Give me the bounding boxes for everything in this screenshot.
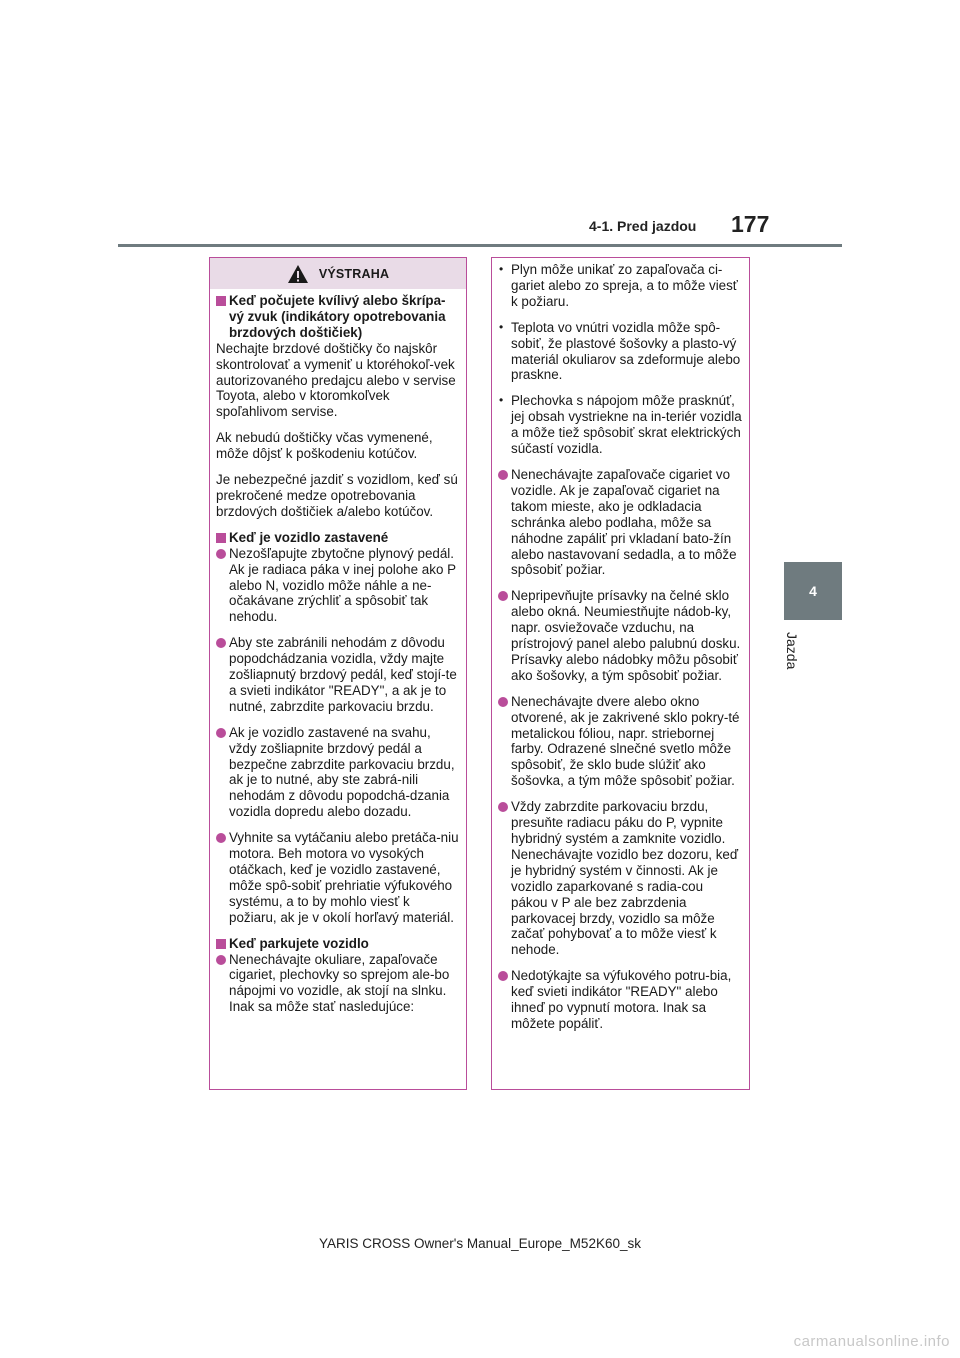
continuation-body — [492, 258, 749, 1032]
bullet-item: Nenechávajte zapaľovače cigariet vo vozidle. Ak je zapaľovač cigariet na takom mieste, ako je odkladacia schránka alebo podlaha, môže sa náhodne zapáliť pri vkladaní bato-žín alebo nastavovaní sedadla, a to môže spôsobiť požiar. — [498, 467, 743, 578]
warning-header — [210, 258, 466, 289]
paragraph: Nechajte brzdové doštičky čo najskôr skontrolovať a vymeniť u ktoréhokoľ-vek autorizovaného predajcu alebo v servise Toyota, alebo v ktoromkoľvek spoľahlivom servise. — [216, 340, 456, 420]
continuation-box — [491, 257, 750, 1090]
dash-item: • Plechovka s nápojom môže prasknúť, jej obsah vystriekne na in-teriér vozidla a môže tiež spôsobiť skrat elektrických súčastí vozidla. — [498, 393, 743, 457]
chapter-number: 4 — [809, 583, 817, 599]
paragraph: Ak nebudú doštičky včas vymenené, môže dôjsť k poškodeniu kotúčov. — [216, 430, 433, 462]
watermark: carmanualsonline.info — [793, 1333, 950, 1350]
section-heading: Keď počujete kvílivý alebo škrípa-vý zvuk (indikátory opotrebovania brzdových doštičiek) — [216, 293, 460, 341]
warning-triangle-icon — [287, 264, 309, 284]
bullet-item: Nepripevňujte prísavky na čelné sklo alebo okná. Neumiestňujte nádob-ky, napr. osviežovače vzduchu, na prístrojový panel alebo palubnú dosku. Prísavky alebo nádobky môžu pôsobiť ako šošovky, a tým spôsobiť požiar. — [498, 588, 743, 683]
header-rule — [118, 244, 842, 247]
dash-item: • Teplota vo vnútri vozidla môže spô-sobiť, že plastové šošovky a plasto-vý materiál okuliarov sa zdeformuje alebo praskne. — [498, 320, 743, 384]
bullet-item: Nedotýkajte sa výfukového potru-bia, keď svieti indikátor "READY" alebo ihneď po vypnutí motora. Inak sa môžete popáliť. — [498, 968, 743, 1032]
bullet-item: Ak je vozidlo zastavené na svahu, vždy zošliapnite brzdový pedál a bezpečne zabrzdite parkovaciu brzdu, ak je to nutné, aby ste zabrá-nili nehodám z dôvodu popodchá-dzania vozidla dopredu alebo dozadu. — [216, 725, 460, 820]
section-heading: Keď parkujete vozidlo — [216, 936, 460, 952]
page-number: 177 — [731, 211, 770, 237]
warning-box — [209, 257, 467, 1090]
section-heading: Keď je vozidlo zastavené — [216, 530, 460, 546]
footer-text: YARIS CROSS Owner's Manual_Europe_M52K60_sk — [319, 1236, 641, 1251]
warning-title: VÝSTRAHA — [318, 266, 390, 281]
dash-item: • Plyn môže unikať zo zapaľovača ci-gariet alebo zo spreja, a to môže viesť k požiaru. — [498, 262, 743, 310]
bullet-item: Aby ste zabránili nehodám z dôvodu popodchádzania vozidla, vždy majte zošliapnutý brzdový pedál, keď stojí-te a svieti indikátor "READY", a ak je to nutné, zabrzdite parkovaciu brzdu. — [216, 635, 460, 715]
chapter-title: Jazda — [784, 632, 800, 670]
chapter-tab — [784, 562, 842, 620]
bullet-item: Vyhnite sa vytáčaniu alebo pretáča-niu motora. Beh motora vo vysokých otáčkach, keď je vozidlo zastavené, môže spô-sobiť prehriatie výfukového systému, a to by mohlo viesť k požiaru, ak je v okolí horľavý materiál. — [216, 830, 460, 925]
paragraph: Je nebezpečné jazdiť s vozidlom, keď sú prekročené medze opotrebovania brzdových doštičiek a/alebo kotúčov. — [216, 472, 458, 519]
bullet-item: Nenechávajte dvere alebo okno otvorené, ak je zakrivené sklo pokry-té metalickou fóliou, napr. striebornej farby. Odrazené slnečné svetlo môže spôsobiť, že sklo bude slúžiť ako šošovka, a tým môže spôsobiť požiar. — [498, 694, 743, 789]
bullet-item: Nezošľapujte zbytočne plynový pedál. Ak je radiaca páka v inej polohe ako P alebo N, vozidlo môže náhle a ne-očakávane zrýchliť a spôsobiť tak nehodu. — [216, 546, 460, 626]
bullet-item: Nenechávajte okuliare, zapaľovače cigariet, plechovky so sprejom ale-bo nápojmi vo vozidle, ak stojí na slnku. Inak sa môže stať nasledujúce: — [216, 952, 460, 1016]
bullet-item: Vždy zabrzdite parkovaciu brzdu, presuňte radiacu páku do P, vypnite hybridný systém a zamknite vozidlo. Nenechávajte vozidlo bez dozoru, keď je hybridný systém v činnosti. Ak je vozidlo zaparkované s radia-cou pákou v P ale bez zabrzdenia parkovacej brzdy, vozidlo sa môže začať pohybovať a to môže viesť k nehode. — [498, 799, 743, 958]
header-section-title: 4-1. Pred jazdou — [589, 218, 697, 234]
warning-body — [210, 289, 466, 1015]
